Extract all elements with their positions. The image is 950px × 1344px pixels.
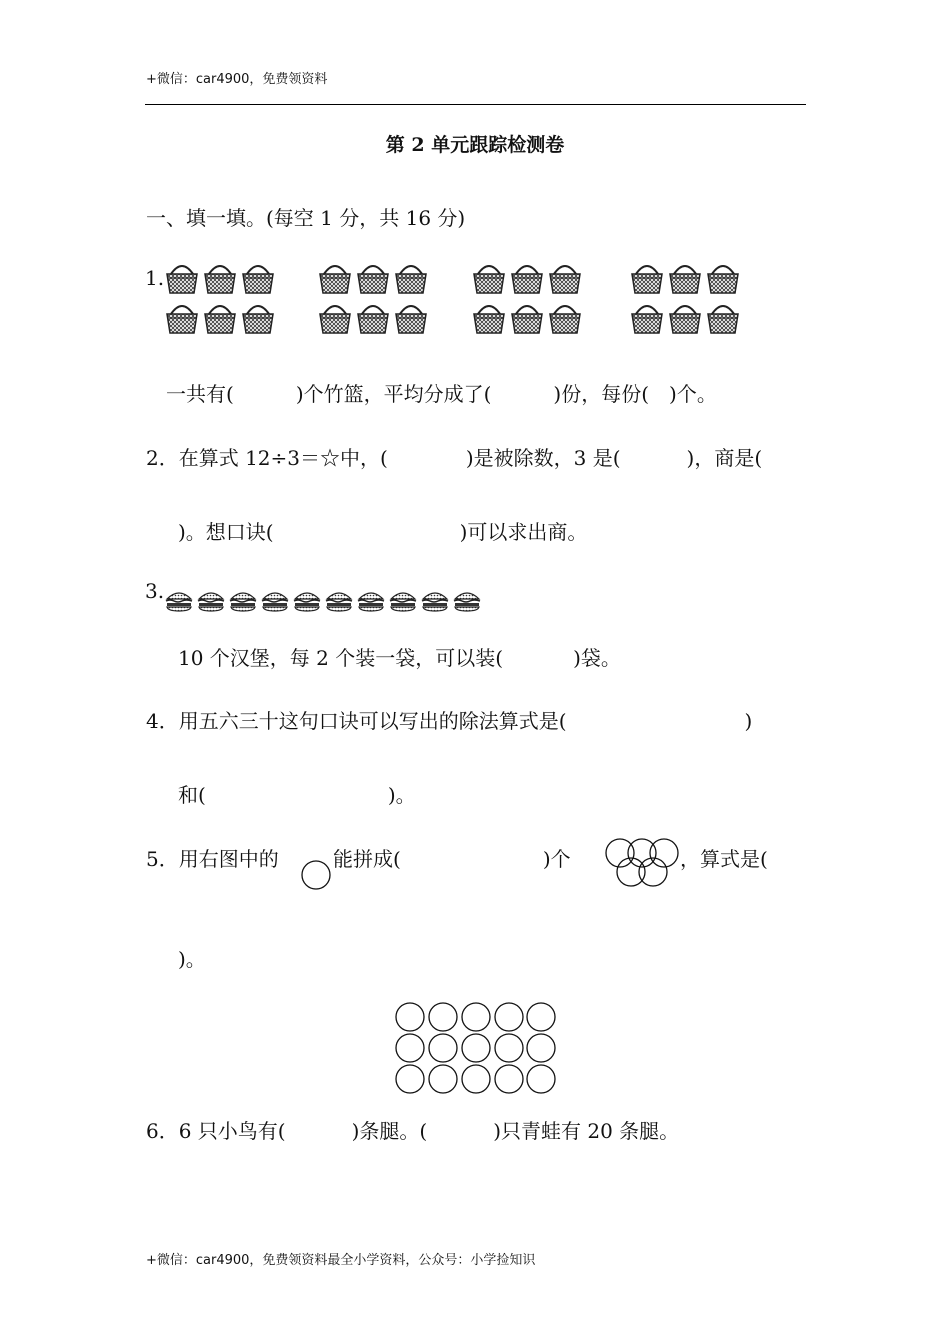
q1-text bbox=[166, 378, 717, 407]
header-note: +微信：car4900，免费领资料 bbox=[146, 72, 328, 87]
baskets-illustration bbox=[165, 260, 755, 342]
q2-part-b: )是被除数，3 是( bbox=[465, 446, 621, 470]
q4-part-a: 4．用五六三十这句口诀可以写出的除法算式是( bbox=[146, 709, 567, 733]
q1-number: 1. bbox=[145, 266, 165, 290]
circle-grid-figure bbox=[392, 1000, 558, 1096]
q4-part-c: 和( bbox=[178, 783, 206, 807]
q3-part-b: )袋。 bbox=[573, 646, 621, 670]
q6-text bbox=[146, 1115, 679, 1144]
q2-part-c: )，商是( bbox=[686, 446, 763, 470]
q5-text-e: )。 bbox=[178, 947, 206, 971]
q1-part-c: )份，每份( bbox=[553, 382, 650, 406]
q5-part-c: )个 bbox=[542, 847, 571, 871]
olympic-rings-figure bbox=[602, 832, 682, 890]
basket-group-3 bbox=[474, 266, 580, 333]
q5-text-bc bbox=[333, 843, 571, 872]
q2-line-2 bbox=[178, 516, 587, 545]
footer-note: +微信：car4900，免费领资料最全小学资料，公众号：小学捡知识 bbox=[146, 1253, 536, 1268]
q1-part-b: )个竹篮，平均分成了( bbox=[295, 382, 492, 406]
q5-text-a: 5．用右图中的 bbox=[146, 847, 279, 871]
basket-group-2 bbox=[320, 266, 426, 333]
q1-part-a: 一共有( bbox=[166, 382, 234, 406]
single-circle-figure bbox=[300, 859, 334, 891]
q4-line-1 bbox=[146, 705, 752, 734]
q1-part-d: )个。 bbox=[669, 382, 717, 406]
basket-group-4 bbox=[632, 266, 738, 333]
hamburgers-illustration bbox=[165, 586, 490, 612]
q3-part-a: 10 个汉堡，每 2 个装一袋，可以装( bbox=[178, 646, 504, 670]
q4-part-b: ) bbox=[744, 709, 753, 733]
q3-number: 3. bbox=[145, 579, 165, 603]
header-rule bbox=[145, 104, 806, 105]
section-1-heading: 一、填一填。(每空 1 分，共 16 分) bbox=[146, 206, 466, 230]
q2-part-a: 2．在算式 12÷3＝☆中，( bbox=[146, 446, 388, 470]
q6-part-b: )条腿。( bbox=[351, 1119, 428, 1143]
q5-text-d: ，算式是( bbox=[680, 847, 768, 871]
q6-part-c: )只青蛙有 20 条腿。 bbox=[493, 1119, 680, 1143]
q5-part-b: 能拼成( bbox=[333, 847, 401, 871]
page-title: 第 2 单元跟踪检测卷 bbox=[385, 134, 565, 156]
q3-text bbox=[178, 642, 621, 671]
q2-part-d: )。想口诀( bbox=[178, 520, 274, 544]
q4-part-d: )。 bbox=[387, 783, 416, 807]
q2-line-1 bbox=[146, 442, 762, 471]
q2-part-e: )可以求出商。 bbox=[459, 520, 588, 544]
q4-line-2 bbox=[178, 779, 416, 808]
q6-part-a: 6．6 只小鸟有( bbox=[146, 1119, 286, 1143]
basket-group-1 bbox=[167, 266, 273, 333]
